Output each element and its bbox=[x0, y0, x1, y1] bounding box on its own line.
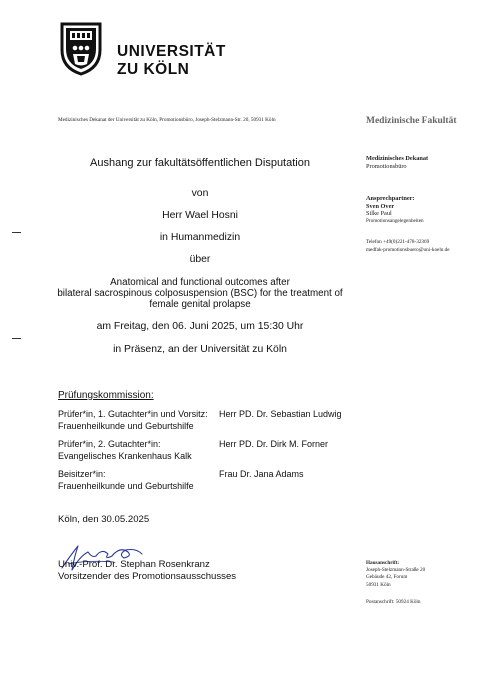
committee-name-2: Herr PD. Dr. Dirk M. Forner bbox=[219, 439, 329, 449]
address-line3: 50931 Köln bbox=[366, 581, 391, 588]
committee-name-3: Frau Dr. Jana Adams bbox=[219, 469, 304, 479]
von-label: von bbox=[191, 188, 209, 199]
postal-address: Postanschrift: 50924 Köln bbox=[366, 599, 421, 605]
committee-heading: Prüfungskommission: bbox=[58, 390, 154, 401]
thesis-line1: Anatomical and functional outcomes after bbox=[110, 277, 290, 288]
committee-role-3: Beisitzer*in: Frauenheilkunde und Geburtshilfe bbox=[58, 469, 194, 491]
fold-mark-bottom bbox=[12, 338, 21, 339]
committee-name-1: Herr PD. Dr. Sebastian Ludwig bbox=[219, 409, 342, 419]
disputation-location: in Präsenz, an der Universität zu Köln bbox=[113, 344, 287, 355]
address-block bbox=[366, 560, 425, 589]
contact-heading: Ansprechpartner: bbox=[366, 195, 415, 202]
contact-role: Promotionsangelegenheiten bbox=[366, 217, 424, 224]
office-line2: Promotionsbüro bbox=[366, 162, 407, 170]
thesis-line3: female genital prolapse bbox=[149, 299, 251, 310]
phone: Telefon +49(0)221-478-32369 bbox=[366, 239, 430, 245]
university-name-line1: UNIVERSITÄT bbox=[117, 43, 226, 60]
university-name-line2: ZU KÖLN bbox=[117, 61, 190, 78]
contact-name-2: Silke Paul bbox=[366, 210, 392, 218]
signatory-name: Univ.-Prof. Dr. Stephan Rosenkranz bbox=[58, 559, 210, 570]
committee-role-1: Prüfer*in, 1. Gutachter*in und Vorsitz: Frauenheilkunde und Geburtshilfe bbox=[58, 409, 208, 431]
office-block bbox=[366, 155, 428, 170]
thesis-line2: bilateral sacrospinous colposuspension (BSC) for the treatment of bbox=[57, 288, 343, 299]
faculty-name: Medizinische Fakultät bbox=[366, 116, 457, 126]
candidate-name: Herr Wael Hosni bbox=[162, 210, 238, 221]
discipline: in Humanmedizin bbox=[159, 232, 241, 243]
office-line1: Medizinisches Dekanat bbox=[366, 155, 429, 162]
sender-address-line: Medizinisches Dekanat der Universität zu Köln, Promotionsbüro, Joseph-Stelzmann-Str. 20, 50931 Köln bbox=[58, 117, 276, 123]
disputation-date: am Freitag, den 06. Juni 2025, um 15:30 Uhr bbox=[96, 321, 304, 332]
university-seal-logo bbox=[56, 20, 106, 76]
signatory-block bbox=[58, 559, 236, 582]
notice-title: Aushang zur fakultätsöffentlichen Disputation bbox=[90, 157, 310, 169]
contact-details bbox=[366, 239, 450, 254]
thesis-title bbox=[56, 277, 344, 310]
signatory-title: Vorsitzender des Promotionsausschusses bbox=[58, 570, 237, 582]
committee-role-2: Prüfer*in, 2. Gutachter*in: Evangelisches Krankenhaus Kalk bbox=[58, 439, 192, 461]
address-line1: Joseph-Stelzmann-Straße 20 bbox=[366, 567, 426, 574]
address-heading: Hausanschrift: bbox=[366, 560, 400, 566]
address-line2: Gebäude 42, Forum bbox=[366, 574, 408, 581]
fold-mark-top bbox=[12, 232, 21, 233]
place-date: Köln, den 30.05.2025 bbox=[58, 514, 150, 525]
ueber-label: über bbox=[189, 254, 211, 265]
email[interactable]: medfak-promotionsbuero@uni-koeln.de bbox=[366, 246, 450, 253]
contact-block bbox=[366, 195, 424, 225]
contact-name-1: Sven Over bbox=[366, 202, 395, 210]
